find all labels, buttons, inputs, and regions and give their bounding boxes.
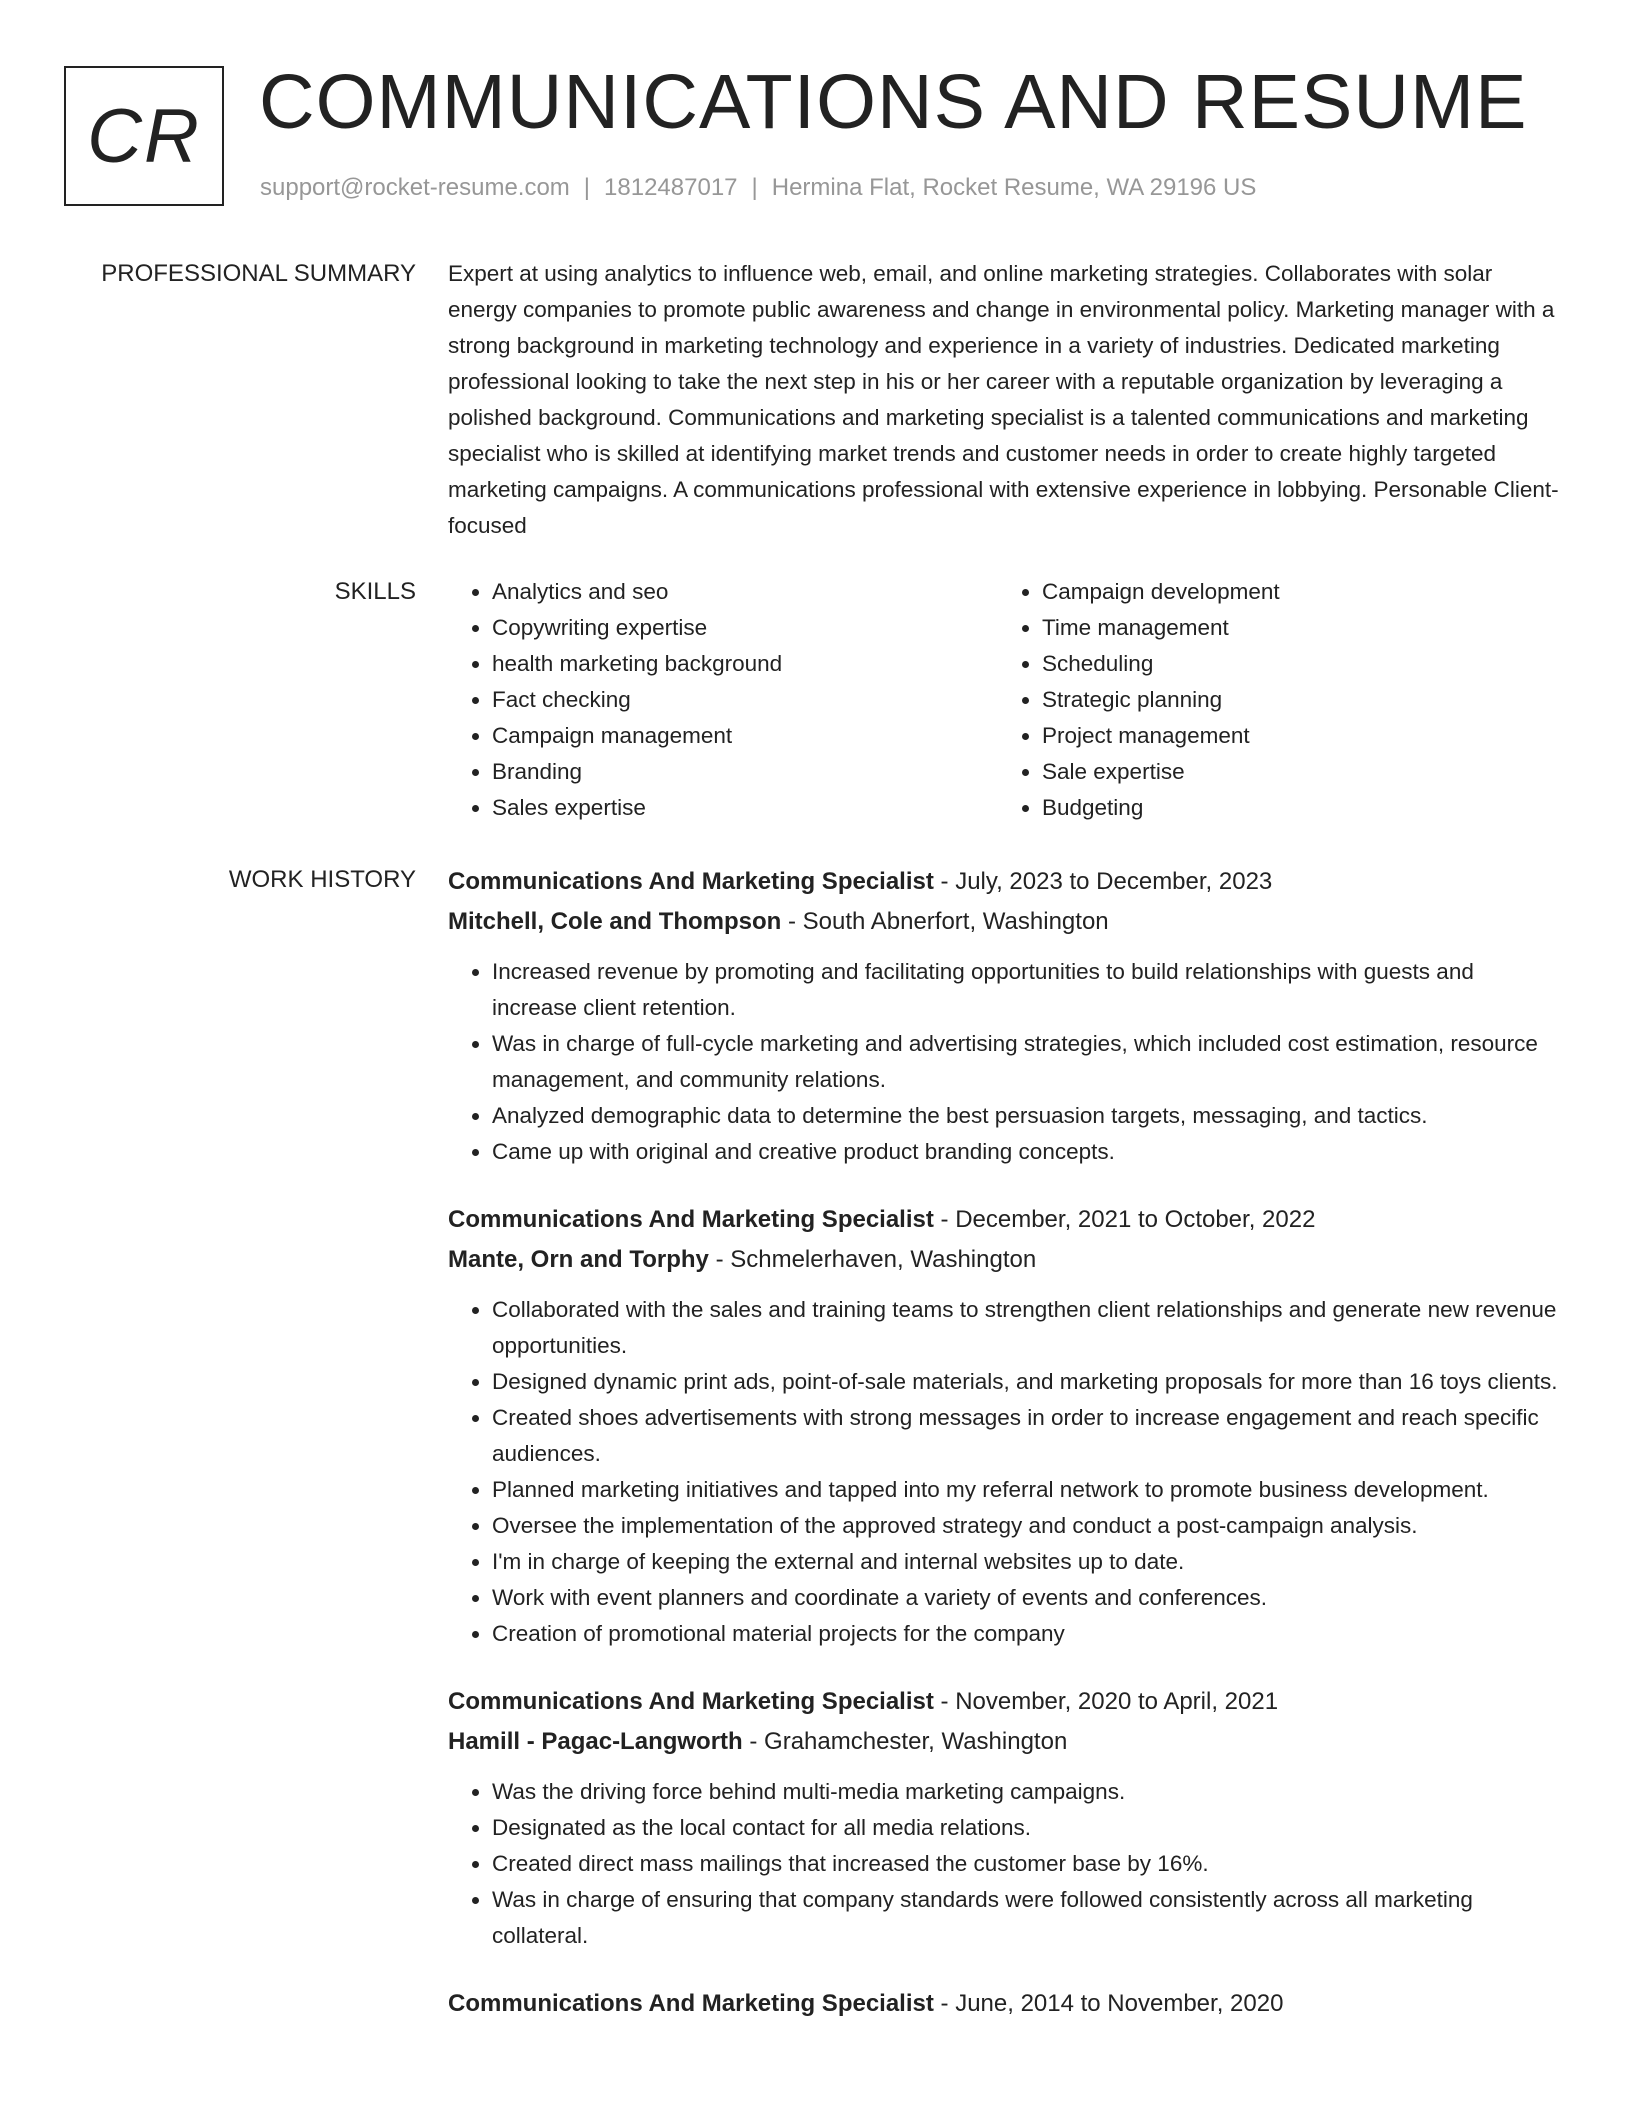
- skill-item: • Project management: [1042, 718, 1548, 754]
- skills-list-left: [448, 574, 998, 826]
- job-title-line: [448, 862, 1560, 902]
- skills-grid: [448, 574, 1560, 826]
- job-dates: - July, 2023 to December, 2023: [933, 868, 1273, 895]
- skill-item: • Sale expertise: [1042, 754, 1548, 790]
- contact-separator: |: [583, 174, 591, 201]
- job-entry: [448, 862, 1560, 1170]
- skill-item: • Campaign management: [492, 718, 998, 754]
- job-bullet: • Analyzed demographic data to determine the best persuasion targets, messaging, and tactics.: [492, 1098, 1560, 1134]
- job-bullet: • Work with event planners and coordinate a variety of events and conferences.: [492, 1580, 1560, 1616]
- job-role: Communications And Marketing Specialist: [448, 1688, 934, 1715]
- skills-body: [448, 574, 1560, 826]
- job-bullet: • Designated as the local contact for all media relations.: [492, 1810, 1560, 1846]
- summary-text: Expert at using analytics to influence web, email, and online marketing strategies. Collaborates with solar energy companies to promote public awareness and change in environmental policy. Marketing manager with a strong background in marketing technology and experience in a variety of industries. Dedicated marketing professional looking to take the next step in his or her career with a reputable organization by leveraging a polished background. Communications and marketing specialist is a talented communications and marketing specialist who is skilled at identifying market trends and customer needs in order to create highly targeted marketing campaigns. A communications professional with extensive experience in lobbying. Personable Client-focused: [448, 261, 1559, 538]
- skill-item: • Branding: [492, 754, 998, 790]
- job-company-line: [448, 1240, 1560, 1280]
- work-history-body: [448, 862, 1560, 2054]
- job-bullet: • Came up with original and creative product branding concepts.: [492, 1134, 1560, 1170]
- skill-item: • Fact checking: [492, 682, 998, 718]
- section-title: SKILLS: [334, 578, 416, 605]
- job-location: - Grahamchester, Washington: [742, 1728, 1068, 1755]
- skill-item: • Scheduling: [1042, 646, 1548, 682]
- contact-separator: |: [751, 174, 758, 201]
- job-bullet: • Was the driving force behind multi-media marketing campaigns.: [492, 1774, 1560, 1810]
- job-bullet: • Was in charge of ensuring that company standards were followed consistently across all marketing collateral.: [492, 1882, 1560, 1954]
- job-entry: [448, 1200, 1560, 1652]
- skill-item: • Campaign development: [1042, 574, 1548, 610]
- skill-item: • Sales expertise: [492, 790, 998, 826]
- monogram-logo: CR: [64, 66, 224, 206]
- contact-phone[interactable]: 1812487017: [604, 174, 738, 201]
- job-bullet: • Oversee the implementation of the approved strategy and conduct a post-campaign analysis.: [492, 1508, 1560, 1544]
- job-bullet: • Creation of promotional material projects for the company: [492, 1616, 1560, 1652]
- job-bullet: • Increased revenue by promoting and facilitating opportunities to build relationships with guests and increase client retention.: [492, 954, 1560, 1026]
- skills-list-right: [998, 574, 1548, 826]
- job-role: Communications And Marketing Specialist: [448, 1206, 934, 1233]
- job-title-line: [448, 1200, 1560, 1240]
- job-bullet: • I'm in charge of keeping the external and internal websites up to date.: [492, 1544, 1560, 1580]
- job-company: Hamill - Pagac-Langworth: [448, 1728, 743, 1755]
- job-dates: - November, 2020 to April, 2021: [933, 1688, 1279, 1715]
- skill-item: • Strategic planning: [1042, 682, 1548, 718]
- job-location: - South Abnerfort, Washington: [781, 908, 1109, 935]
- job-entry: [448, 1984, 1560, 2024]
- skill-item: • Budgeting: [1042, 790, 1548, 826]
- job-role: Communications And Marketing Specialist: [448, 868, 934, 895]
- job-bullets: [448, 954, 1560, 1170]
- skill-item: • health marketing background: [492, 646, 998, 682]
- job-company-line: [448, 1722, 1560, 1762]
- job-role: Communications And Marketing Specialist: [448, 1990, 934, 2017]
- skill-item: • Time management: [1042, 610, 1548, 646]
- job-bullet: • Planned marketing initiatives and tapped into my referral network to promote business development.: [492, 1472, 1560, 1508]
- job-bullet: • Was in charge of full-cycle marketing and advertising strategies, which included cost estimation, resource management, and community relations.: [492, 1026, 1560, 1098]
- skill-item: • Copywriting expertise: [492, 610, 998, 646]
- job-company-line: [448, 902, 1560, 942]
- job-bullet: • Created shoes advertisements with strong messages in order to increase engagement and reach specific audiences.: [492, 1400, 1560, 1472]
- job-entry: [448, 1682, 1560, 1954]
- contact-address: Hermina Flat, Rocket Resume, WA 29196 US: [771, 174, 1257, 201]
- summary-body: [448, 256, 1560, 544]
- job-company: Mitchell, Cole and Thompson: [448, 908, 782, 935]
- job-dates: - December, 2021 to October, 2022: [933, 1206, 1316, 1233]
- job-location: - Schmelerhaven, Washington: [708, 1246, 1037, 1273]
- job-title-line: [448, 1984, 1560, 2024]
- job-bullet: • Created direct mass mailings that increased the customer base by 16%.: [492, 1846, 1560, 1882]
- job-dates: - June, 2014 to November, 2020: [933, 1990, 1284, 2017]
- job-bullet: • Designed dynamic print ads, point-of-sale materials, and marketing proposals for more than 16 toys clients.: [492, 1364, 1560, 1400]
- job-company: Mante, Orn and Torphy: [448, 1246, 709, 1273]
- contact-line: [260, 174, 1256, 202]
- job-title-line: [448, 1682, 1560, 1722]
- skill-item: • Analytics and seo: [492, 574, 998, 610]
- contact-email[interactable]: support@rocket-resume.com: [260, 174, 570, 201]
- job-bullet: • Collaborated with the sales and training teams to strengthen client relationships and generate new revenue opportunities.: [492, 1292, 1560, 1364]
- section-title: WORK HISTORY: [228, 866, 416, 893]
- job-bullets: [448, 1292, 1560, 1652]
- resume-name: COMMUNICATIONS AND RESUME: [259, 59, 1528, 145]
- job-bullets: [448, 1774, 1560, 1954]
- section-title: PROFESSIONAL SUMMARY: [101, 260, 416, 287]
